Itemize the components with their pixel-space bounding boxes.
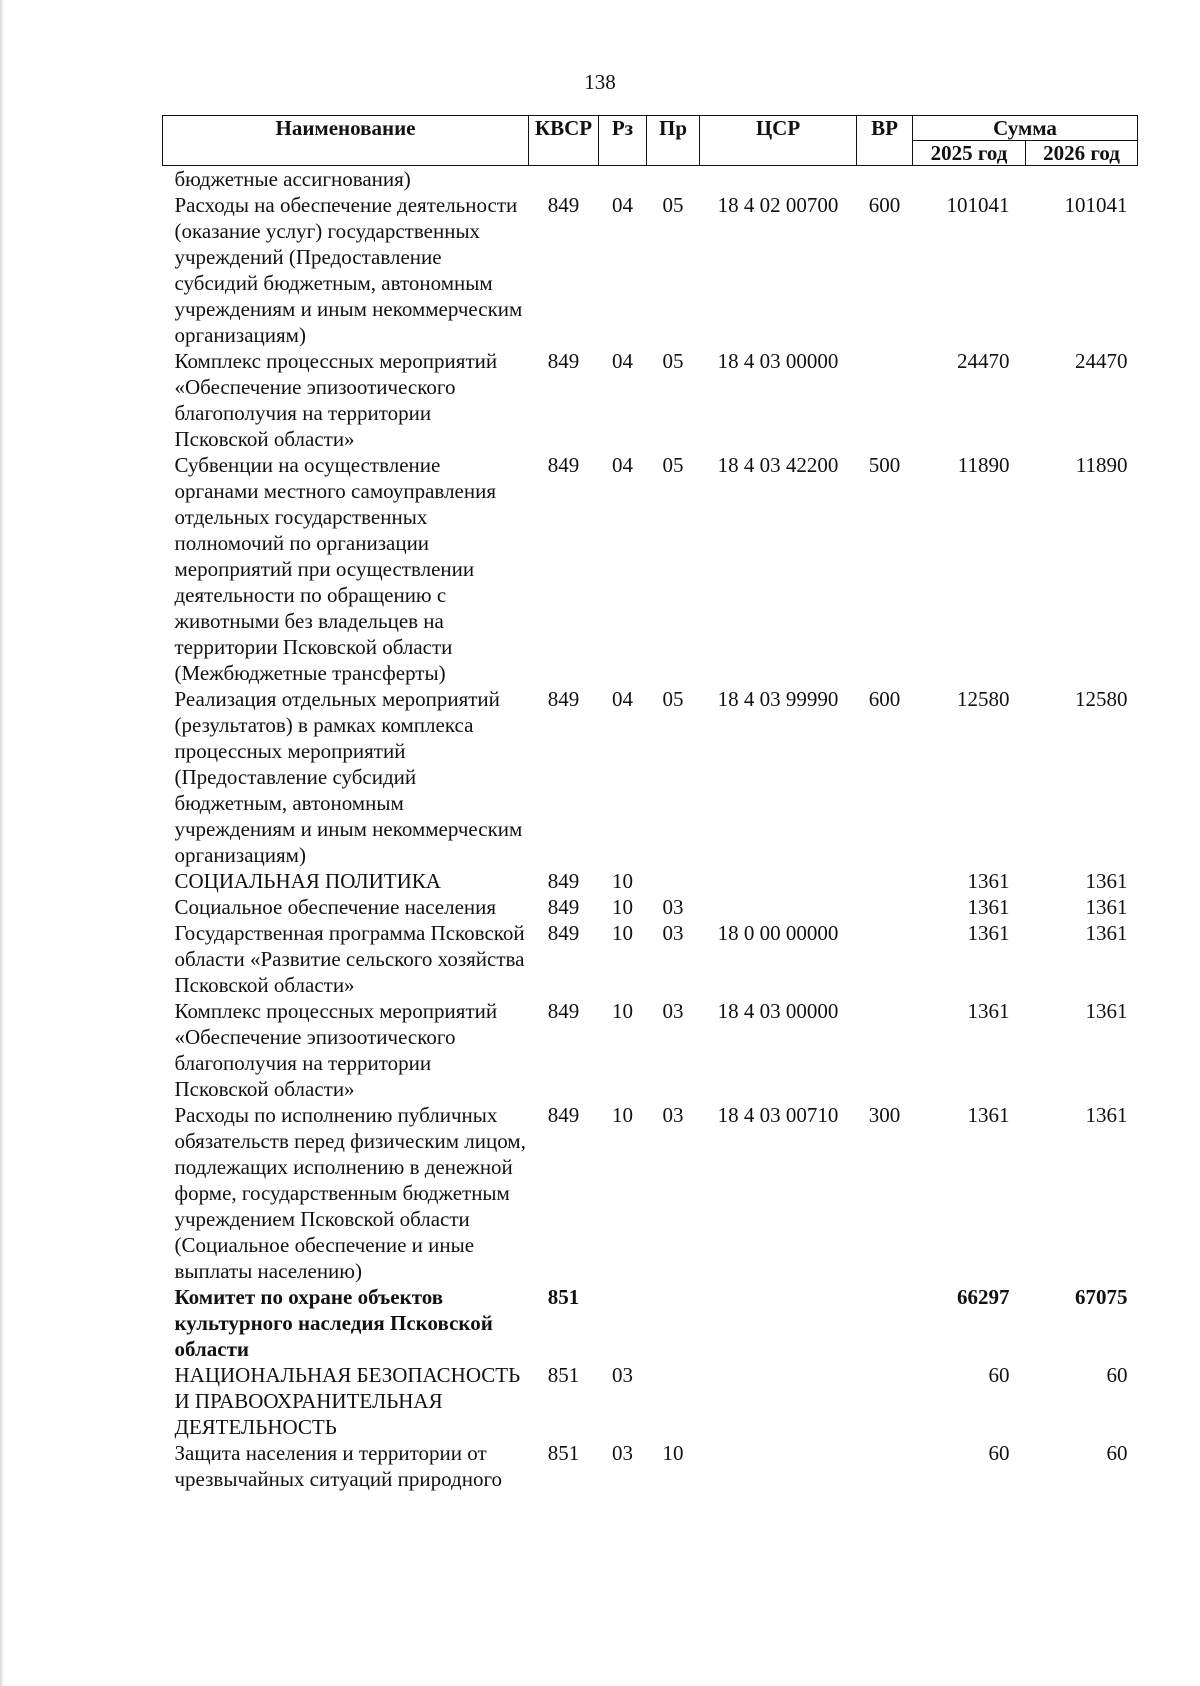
cell-kvsr: 851 — [547, 1363, 580, 1387]
table-row — [163, 1362, 1138, 1440]
cell-vr: 600 — [868, 687, 901, 711]
cell-sum-2026: 1361 — [1085, 869, 1128, 893]
cell-vr: 600 — [868, 193, 901, 217]
table-row — [163, 452, 1138, 686]
scan-edge-shadow — [0, 0, 4, 1686]
cell-csr — [700, 894, 857, 920]
cell-pr: 03 — [662, 921, 684, 945]
cell-sum-2026: 12580 — [1075, 687, 1128, 711]
cell-sum-2026: 1361 — [1085, 895, 1128, 919]
cell-sum-2026: 11890 — [1075, 453, 1128, 477]
cell-pr: 10 — [662, 1441, 684, 1465]
cell-vr: 300 — [868, 1103, 901, 1127]
cell-csr: 18 4 03 42200 — [717, 453, 839, 477]
cell-pr: 05 — [662, 687, 684, 711]
cell-pr — [647, 166, 700, 193]
table-row — [163, 166, 1138, 193]
cell-sum-2026: 1361 — [1085, 1103, 1128, 1127]
cell-csr: 18 4 03 00710 — [717, 1103, 839, 1127]
cell-sum-2025: 101041 — [946, 193, 1010, 217]
cell-sum-2026: 60 — [1106, 1363, 1128, 1387]
header-name: Наименование — [163, 116, 529, 166]
table-row — [163, 1284, 1138, 1362]
table-row — [163, 920, 1138, 998]
table-row — [163, 686, 1138, 868]
header-kvsr: КВСР — [529, 116, 599, 166]
header-rz: Рз — [599, 116, 647, 166]
cell-sum-2025: 60 — [988, 1363, 1010, 1387]
cell-pr: 05 — [662, 349, 684, 373]
cell-name: СОЦИАЛЬНАЯ ПОЛИТИКА — [174, 869, 441, 893]
cell-rz: 03 — [612, 1363, 633, 1387]
cell-vr — [857, 166, 913, 193]
cell-rz: 04 — [612, 453, 633, 477]
cell-sum-2026: 60 — [1106, 1441, 1128, 1465]
cell-rz: 10 — [612, 999, 633, 1023]
cell-kvsr: 851 — [547, 1285, 580, 1309]
cell-vr — [857, 894, 913, 920]
cell-rz: 04 — [612, 687, 633, 711]
cell-rz: 10 — [612, 921, 633, 945]
cell-name: Расходы на обеспечение деятельности (оказание услуг) государственных учреждений (Предоставление субсидий бюджетным, автономным учреждениям и иным некоммерческим организациям) — [174, 193, 523, 347]
table-row — [163, 1440, 1138, 1492]
cell-sum-2025: 24470 — [957, 349, 1010, 373]
cell-pr — [647, 1362, 700, 1440]
cell-vr — [857, 868, 913, 894]
header-csr: ЦСР — [700, 116, 857, 166]
cell-vr — [857, 1284, 913, 1362]
budget-table — [162, 115, 1138, 1492]
cell-pr: 03 — [662, 999, 684, 1023]
cell-csr — [700, 1284, 857, 1362]
cell-kvsr: 851 — [547, 1441, 580, 1465]
cell-kvsr: 849 — [547, 895, 580, 919]
cell-csr — [700, 166, 857, 193]
cell-vr — [857, 348, 913, 452]
cell-kvsr: 849 — [547, 687, 580, 711]
cell-name: НАЦИОНАЛЬНАЯ БЕЗОПАСНОСТЬ И ПРАВООХРАНИТЕЛЬНАЯ ДЕЯТЕЛЬНОСТЬ — [174, 1363, 521, 1439]
cell-csr: 18 4 03 00000 — [717, 349, 839, 373]
cell-sum-2025 — [913, 166, 1026, 193]
cell-rz: 03 — [612, 1441, 633, 1465]
cell-name: Комплекс процессных мероприятий «Обеспечение эпизоотического благополучия на территории Псковской области» — [174, 349, 498, 451]
table-row — [163, 348, 1138, 452]
cell-sum-2026: 1361 — [1085, 921, 1128, 945]
cell-vr — [857, 1440, 913, 1492]
cell-name: Защита населения и территории от чрезвычайных ситуаций природного — [174, 1441, 503, 1491]
table-row — [163, 998, 1138, 1102]
cell-vr: 500 — [868, 453, 901, 477]
cell-kvsr: 849 — [547, 999, 580, 1023]
header-pr: Пр — [647, 116, 700, 166]
cell-name: Реализация отдельных мероприятий (результатов) в рамках комплекса процессных мероприятий (Предоставление субсидий бюджетным, автономным учреждениям и иным некоммерческим организациям) — [174, 687, 523, 867]
cell-sum-2025: 11890 — [957, 453, 1010, 477]
cell-kvsr: 849 — [547, 1103, 580, 1127]
cell-sum-2025: 1361 — [967, 895, 1010, 919]
cell-csr: 18 4 03 99990 — [717, 687, 839, 711]
cell-rz — [599, 166, 647, 193]
table-row — [163, 894, 1138, 920]
cell-kvsr: 849 — [547, 453, 580, 477]
cell-sum-2025: 1361 — [967, 921, 1010, 945]
page-number: 138 — [584, 70, 616, 94]
cell-name: Социальное обеспечение населения — [174, 895, 497, 919]
cell-rz: 04 — [612, 193, 633, 217]
cell-kvsr: 849 — [547, 921, 580, 945]
cell-csr — [700, 1440, 857, 1492]
cell-csr: 18 4 03 00000 — [717, 999, 839, 1023]
cell-kvsr: 849 — [547, 869, 580, 893]
cell-rz: 04 — [612, 349, 633, 373]
cell-pr — [647, 868, 700, 894]
cell-rz: 10 — [612, 1103, 633, 1127]
cell-csr: 18 4 02 00700 — [717, 193, 839, 217]
cell-sum-2025: 1361 — [967, 999, 1010, 1023]
cell-sum-2026: 101041 — [1064, 193, 1128, 217]
cell-csr — [700, 1362, 857, 1440]
cell-sum-2025: 60 — [988, 1441, 1010, 1465]
cell-sum-2025: 12580 — [957, 687, 1010, 711]
cell-name: Субвенции на осуществление органами местного самоуправления отдельных государственных полномочий по организации мероприятий при осуществлении деятельности по обращению с животными без владельцев на территории Псковской области (Межбюджетные трансферты) — [174, 453, 497, 685]
table-row — [163, 868, 1138, 894]
cell-pr: 03 — [662, 895, 684, 919]
cell-sum-2025: 1361 — [967, 1103, 1010, 1127]
cell-sum-2026: 24470 — [1075, 349, 1128, 373]
cell-pr: 05 — [662, 193, 684, 217]
cell-rz: 10 — [612, 869, 633, 893]
header-year-2026: 2026 год — [1026, 141, 1138, 166]
cell-sum-2025: 1361 — [967, 869, 1010, 893]
table-header — [163, 116, 1138, 166]
cell-vr — [857, 998, 913, 1102]
cell-name: Комплекс процессных мероприятий «Обеспечение эпизоотического благополучия на территории Псковской области» — [174, 999, 498, 1101]
cell-pr: 05 — [662, 453, 684, 477]
header-year-2025: 2025 год — [913, 141, 1026, 166]
cell-name: бюджетные ассигнования) — [174, 167, 411, 191]
cell-kvsr: 849 — [547, 193, 580, 217]
table-row — [163, 192, 1138, 348]
cell-sum-2026 — [1026, 166, 1138, 193]
cell-pr: 03 — [662, 1103, 684, 1127]
cell-name: Комитет по охране объектов культурного наследия Псковской области — [174, 1285, 493, 1361]
cell-rz: 10 — [612, 895, 633, 919]
cell-rz — [599, 1284, 647, 1362]
cell-csr — [700, 868, 857, 894]
header-sum: Сумма — [913, 116, 1138, 141]
cell-sum-2026: 1361 — [1085, 999, 1128, 1023]
cell-csr: 18 0 00 00000 — [717, 921, 839, 945]
cell-kvsr: 849 — [547, 349, 580, 373]
cell-vr — [857, 1362, 913, 1440]
cell-kvsr — [529, 166, 599, 193]
header-vr: ВР — [857, 116, 913, 166]
cell-vr — [857, 920, 913, 998]
cell-pr — [647, 1284, 700, 1362]
cell-name: Расходы по исполнению публичных обязательств перед физическим лицом, подлежащих исполнению в денежной форме, государственным бюджетным учреждением Псковской области (Социальное обеспечение и иные выплаты населению) — [174, 1103, 526, 1283]
table-row — [163, 1102, 1138, 1284]
cell-sum-2026: 67075 — [1075, 1285, 1128, 1309]
cell-sum-2025: 66297 — [957, 1285, 1010, 1309]
table-body — [163, 166, 1138, 1493]
cell-name: Государственная программа Псковской области «Развитие сельского хозяйства Псковской области» — [174, 921, 525, 997]
